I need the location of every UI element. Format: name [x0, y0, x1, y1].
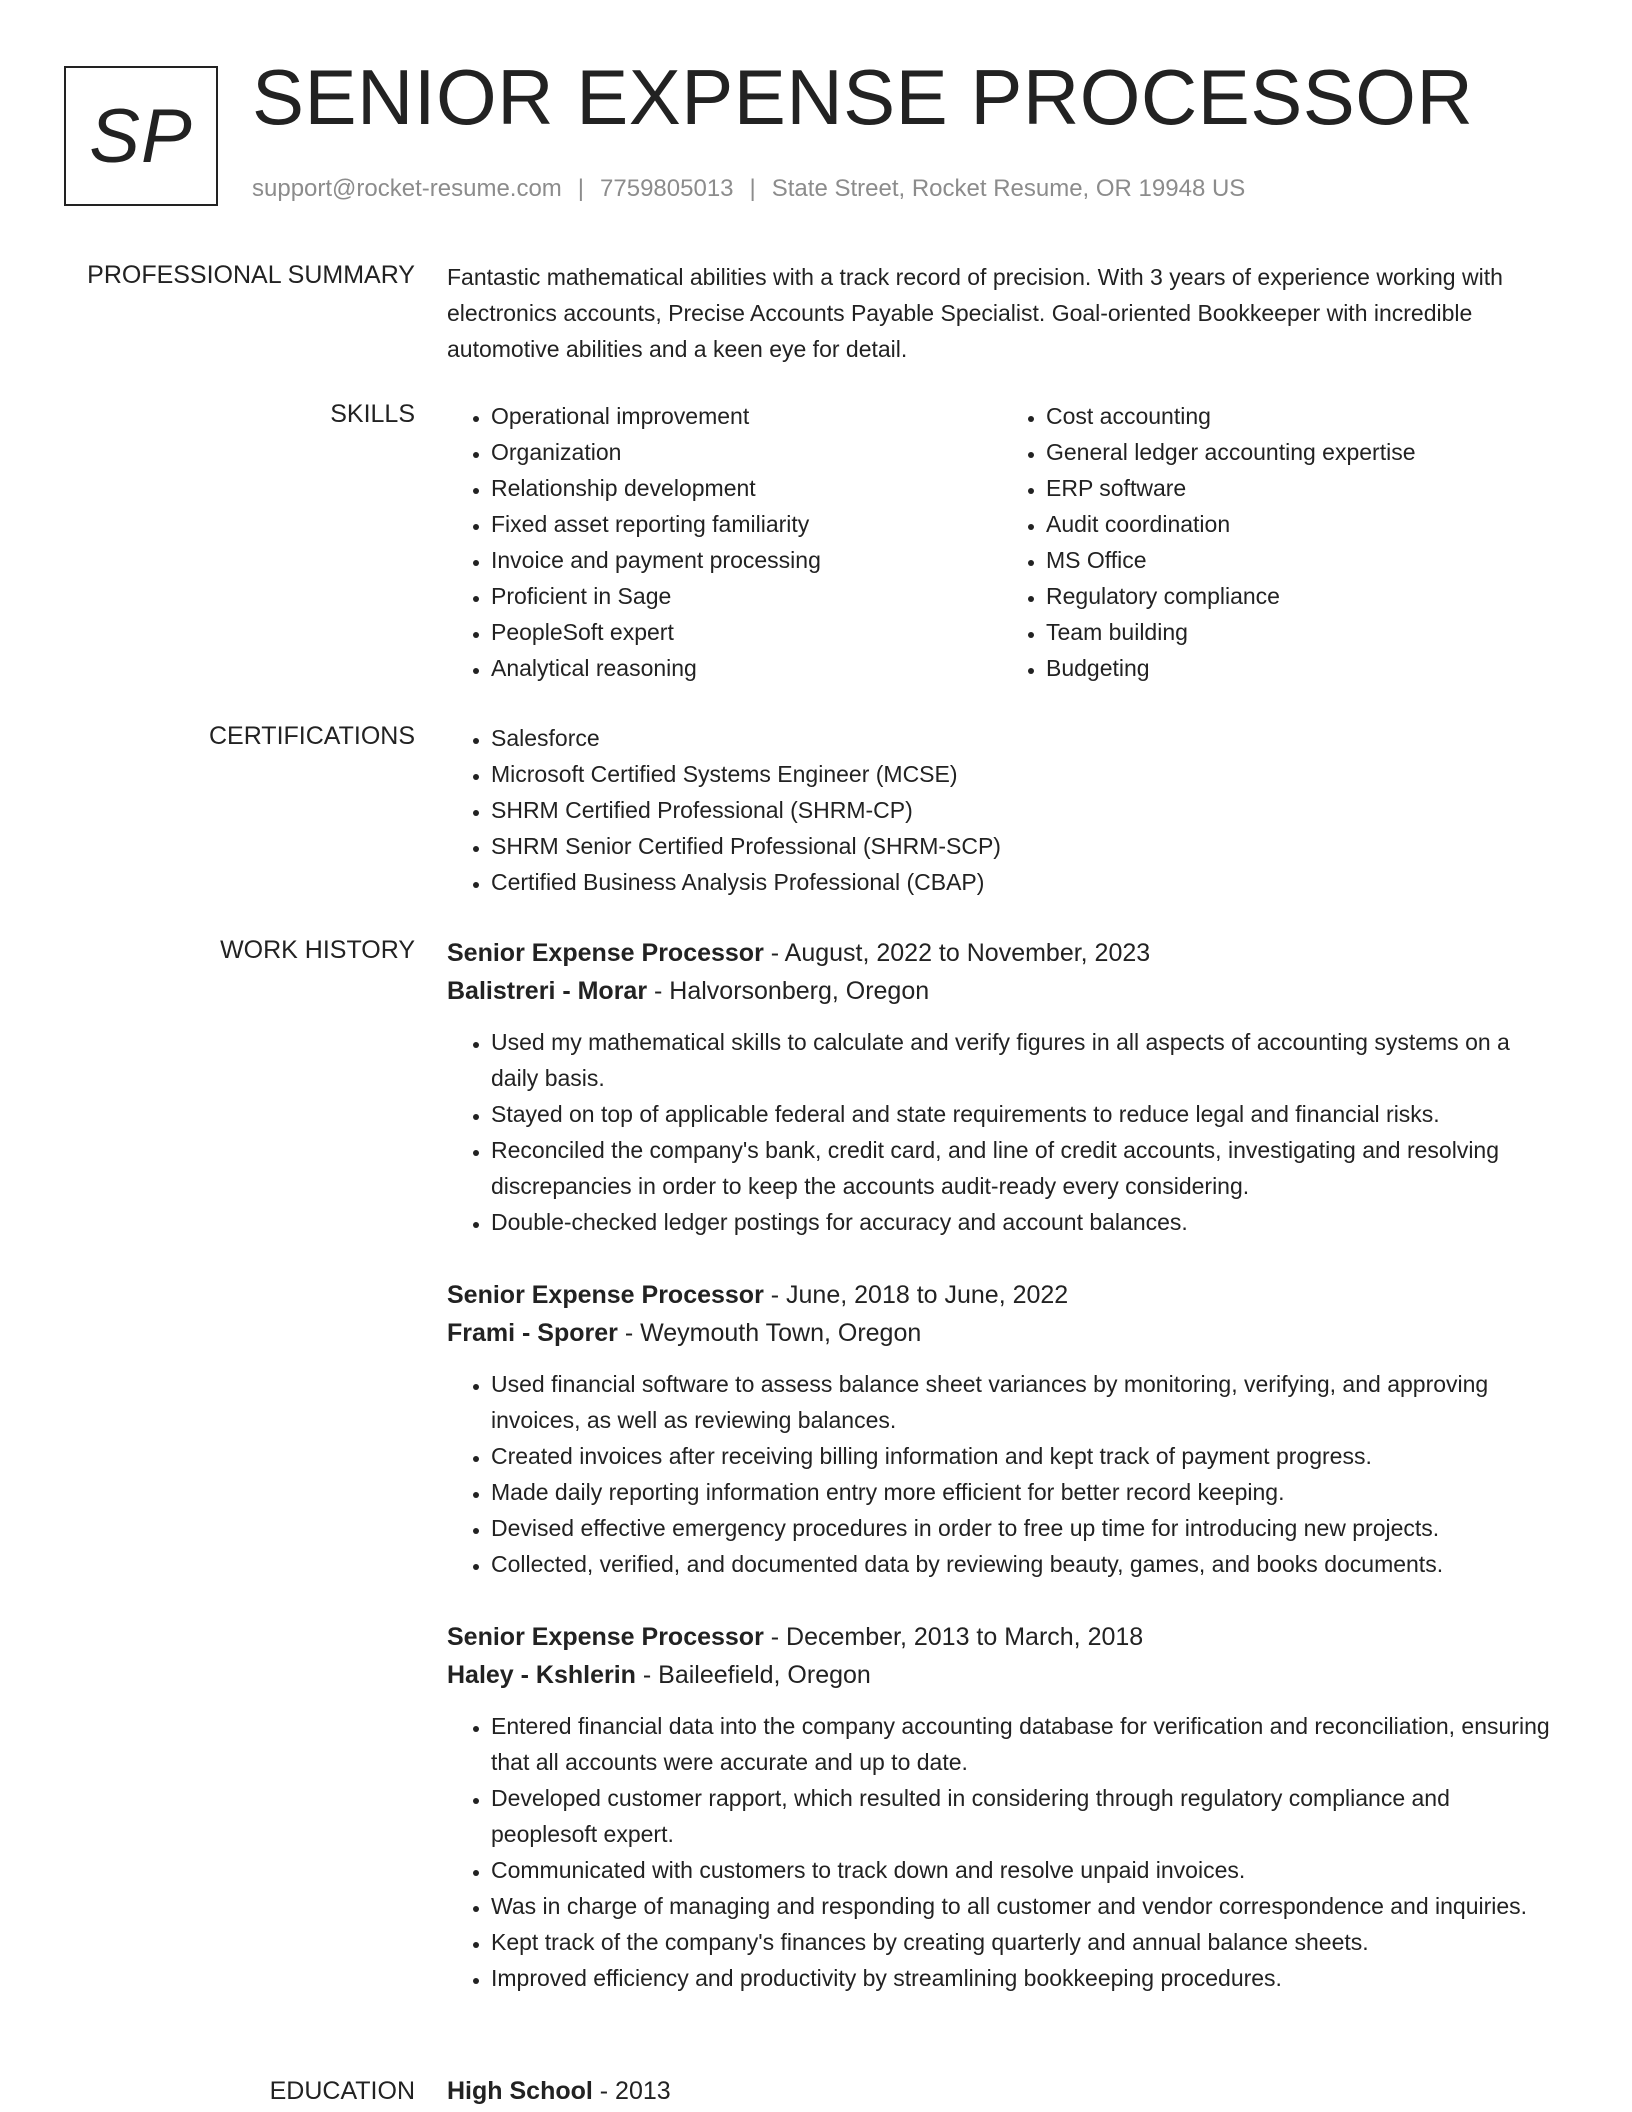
- section-title-summary: PROFESSIONAL SUMMARY: [87, 261, 415, 289]
- job-company: Frami - Sporer: [447, 1319, 618, 1347]
- section-title-certifications: CERTIFICATIONS: [208, 722, 415, 750]
- jobs-container: [447, 934, 1557, 2032]
- skills-list-left: [447, 398, 1002, 686]
- summary-text: Fantastic mathematical abilities with a track record of precision. With 3 years of experience working with electronics accounts, Precise Accounts Payable Specialist. Goal-oriented Bookkeeper with incredible automotive abilities and a keen eye for detail.: [447, 264, 1503, 362]
- contact-address: State Street, Rocket Resume, OR 19948 US: [771, 175, 1246, 202]
- skills-columns: [447, 398, 1557, 686]
- job-bullet: • Double-checked ledger postings for accuracy and account balances.: [491, 1204, 1557, 1240]
- job-location: - Baileefield, Oregon: [635, 1661, 871, 1689]
- skill-item: • Proficient in Sage: [491, 578, 1002, 614]
- certification-item: • SHRM Certified Professional (SHRM-CP): [491, 792, 1557, 828]
- skill-item: • Analytical reasoning: [491, 650, 1002, 686]
- section-title-skills: SKILLS: [330, 400, 415, 428]
- job-title-line: [447, 1618, 1557, 1656]
- job-bullet: • Used my mathematical skills to calculate and verify figures in all aspects of accounting systems on a daily basis.: [491, 1024, 1557, 1096]
- skill-item: • Budgeting: [1046, 650, 1557, 686]
- skill-item: • Audit coordination: [1046, 506, 1557, 542]
- job-company-line: [447, 972, 1557, 1010]
- job-company-line: [447, 1656, 1557, 1694]
- skills-list-right: [1002, 398, 1557, 686]
- certification-item: • Salesforce: [491, 720, 1557, 756]
- contact-phone: 7759805013: [600, 175, 734, 202]
- job-bullet: • Stayed on top of applicable federal and state requirements to reduce legal and financial risks.: [491, 1096, 1557, 1132]
- job-bullet: • Made daily reporting information entry more efficient for better record keeping.: [491, 1474, 1557, 1510]
- job-entry: [447, 934, 1557, 1240]
- skill-item: • Invoice and payment processing: [491, 542, 1002, 578]
- skill-item: • Regulatory compliance: [1046, 578, 1557, 614]
- section-title-education: EDUCATION: [269, 2077, 415, 2105]
- job-entry: [447, 1276, 1557, 1582]
- skill-item: • Fixed asset reporting familiarity: [491, 506, 1002, 542]
- skill-item: • Team building: [1046, 614, 1557, 650]
- job-dates: - December, 2013 to March, 2018: [763, 1623, 1144, 1651]
- job-bullet: • Reconciled the company's bank, credit card, and line of credit accounts, investigating and resolving discrepancies in order to keep the accounts audit-ready every considering.: [491, 1132, 1557, 1204]
- skill-item: • Relationship development: [491, 470, 1002, 506]
- job-entry: [447, 1618, 1557, 1996]
- job-bullet: • Improved efficiency and productivity by streamlining bookkeeping procedures.: [491, 1960, 1557, 1996]
- contact-email: support@rocket-resume.com: [252, 175, 562, 202]
- job-bullets: [447, 1024, 1557, 1240]
- job-company-line: [447, 1314, 1557, 1352]
- job-bullet: • Devised effective emergency procedures in order to free up time for introducing new projects.: [491, 1510, 1557, 1546]
- skill-item: • ERP software: [1046, 470, 1557, 506]
- contact-line: [252, 175, 1245, 203]
- job-company: Haley - Kshlerin: [447, 1661, 636, 1689]
- job-bullet: • Created invoices after receiving billing information and kept track of payment progress.: [491, 1438, 1557, 1474]
- job-bullet: • Used financial software to assess balance sheet variances by monitoring, verifying, and approving invoices, as well as reviewing balances.: [491, 1366, 1557, 1438]
- job-bullet: • Developed customer rapport, which resulted in considering through regulatory compliance and peoplesoft expert.: [491, 1780, 1557, 1852]
- contact-separator: |: [749, 175, 756, 202]
- job-bullet: • Kept track of the company's finances by creating quarterly and annual balance sheets.: [491, 1924, 1557, 1960]
- certification-item: • Microsoft Certified Systems Engineer (MCSE): [491, 756, 1557, 792]
- job-role: Senior Expense Processor: [447, 1281, 764, 1309]
- job-role: Senior Expense Processor: [447, 1623, 764, 1651]
- page-title: SENIOR EXPENSE PROCESSOR: [252, 53, 1474, 141]
- skill-item: • Organization: [491, 434, 1002, 470]
- job-title-line: [447, 1276, 1557, 1314]
- job-bullet: • Communicated with customers to track down and resolve unpaid invoices.: [491, 1852, 1557, 1888]
- section-title-work-history: WORK HISTORY: [220, 936, 415, 964]
- job-bullet: • Entered financial data into the company accounting database for verification and reconciliation, ensuring that all accounts were accurate and up to date.: [491, 1708, 1557, 1780]
- job-location: - Halvorsonberg, Oregon: [647, 977, 930, 1005]
- job-dates: - August, 2022 to November, 2023: [763, 939, 1151, 967]
- certification-item: • SHRM Senior Certified Professional (SHRM-SCP): [491, 828, 1557, 864]
- job-bullet: • Collected, verified, and documented data by reviewing beauty, games, and books documents.: [491, 1546, 1557, 1582]
- contact-separator: |: [577, 175, 585, 202]
- education-year: - 2013: [592, 2077, 671, 2105]
- job-location: - Weymouth Town, Oregon: [617, 1319, 922, 1347]
- job-company: Balistreri - Morar: [447, 977, 648, 1005]
- monogram-badge: SP: [64, 66, 218, 206]
- skill-item: • General ledger accounting expertise: [1046, 434, 1557, 470]
- job-bullets: [447, 1366, 1557, 1582]
- skill-item: • Cost accounting: [1046, 398, 1557, 434]
- certifications-list: [447, 720, 1557, 900]
- certification-item: • Certified Business Analysis Professional (CBAP): [491, 864, 1557, 900]
- job-dates: - June, 2018 to June, 2022: [763, 1281, 1069, 1309]
- skill-item: • Operational improvement: [491, 398, 1002, 434]
- skill-item: • MS Office: [1046, 542, 1557, 578]
- skill-item: • PeopleSoft expert: [491, 614, 1002, 650]
- job-role: Senior Expense Processor: [447, 939, 764, 967]
- education-degree: High School: [447, 2077, 593, 2105]
- job-bullet: • Was in charge of managing and responding to all customer and vendor correspondence and inquiries.: [491, 1888, 1557, 1924]
- job-bullets: [447, 1708, 1557, 1996]
- education-entry: [447, 2075, 1557, 2107]
- job-title-line: [447, 934, 1557, 972]
